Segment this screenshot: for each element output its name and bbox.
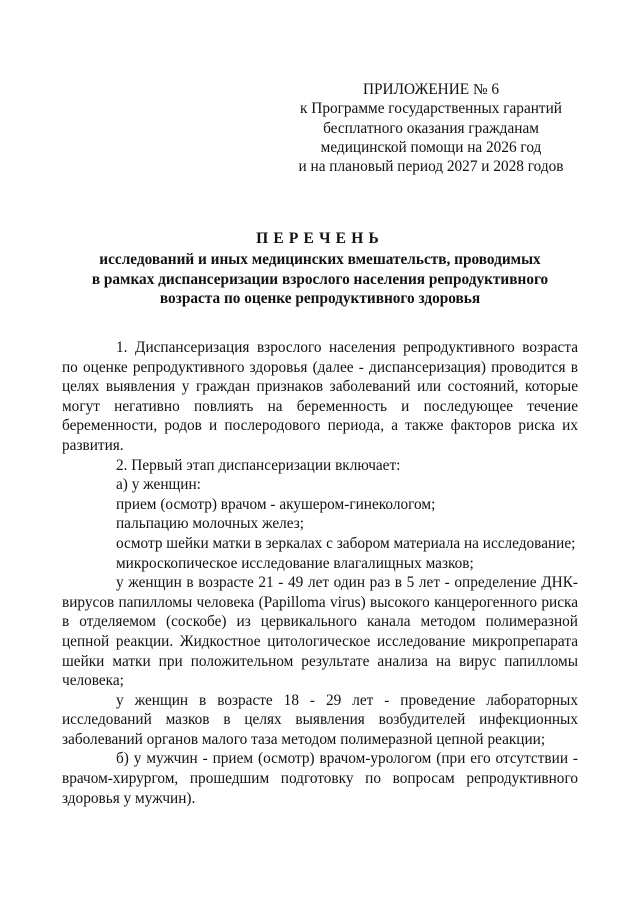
subtitle-line: исследований и иных медицинских вмешательств, проводимых [99, 251, 541, 268]
paragraph-first-stage: 2. Первый этап диспансеризации включает: [116, 456, 401, 474]
appendix-header [280, 80, 582, 176]
paragraph-men: б) у мужчин - прием (осмотр) врачом-урологом (при его отсутствии - врачом-хирургом, прошедшим подготовку по вопросам репродуктивного здоровья у мужчин). [62, 750, 578, 807]
appendix-line: и на плановый период 2027 и 2028 годов [298, 158, 564, 176]
subtitle-line: в рамках диспансеризации взрослого населения репродуктивного [91, 270, 549, 288]
paragraph-pcr-test: у женщин в возрасте 18 - 29 лет - проведение лабораторных исследований мазков в целях выявления возбудителей инфекционных заболеваний органов малого таза методом полимеразной цепной реакции; [62, 691, 578, 748]
paragraph-cervix-exam: осмотр шейки матки в зеркалах с забором материала на исследование; [116, 534, 576, 552]
paragraph-purpose: 1. Диспансеризация взрослого населения репродуктивного возраста по оценке репродуктивного здоровья (далее - диспансеризация) проводится в целях выявления у граждан признаков заболеваний или состояний, которые могут негативно повлиять на беременность и последующее течение беременности, родов и послеродового периода, а также факторов риска их развития. [62, 339, 578, 454]
subtitle-line: возраста по оценке репродуктивного здоровья [159, 290, 481, 307]
paragraph-gynecologist-exam: прием (осмотр) врачом - акушером-гинекологом; [116, 495, 436, 513]
appendix-line: к Программе государственных гарантий [300, 100, 562, 118]
document-subtitle [60, 250, 580, 309]
paragraph-breast-palpation: пальпацию молочных желез; [116, 515, 305, 533]
paragraph-women: а) у женщин: [116, 476, 201, 494]
document-body [62, 338, 578, 808]
appendix-line: бесплатного оказания гражданам [323, 119, 539, 137]
document-title: ПЕРЕЧЕНЬ [256, 230, 384, 247]
paragraph-hpv-test: у женщин в возрасте 21 - 49 лет один раз в 5 лет - определение ДНК-вирусов папилломы человека (Papilloma virus) высокого канцерогенного риска в отделяемом (соскобе) из цервикального канала методом полимеразной цепной реакции. Жидкостное цитологическое исследование микропрепарата шейки матки при положительном результате анализа на вирус папилломы человека; [62, 574, 578, 690]
appendix-line: медицинской помощи на 2026 год [320, 138, 542, 156]
paragraph-smear-microscopy: микроскопическое исследование влагалищных мазков; [116, 554, 474, 572]
appendix-number: ПРИЛОЖЕНИЕ № 6 [362, 81, 500, 98]
